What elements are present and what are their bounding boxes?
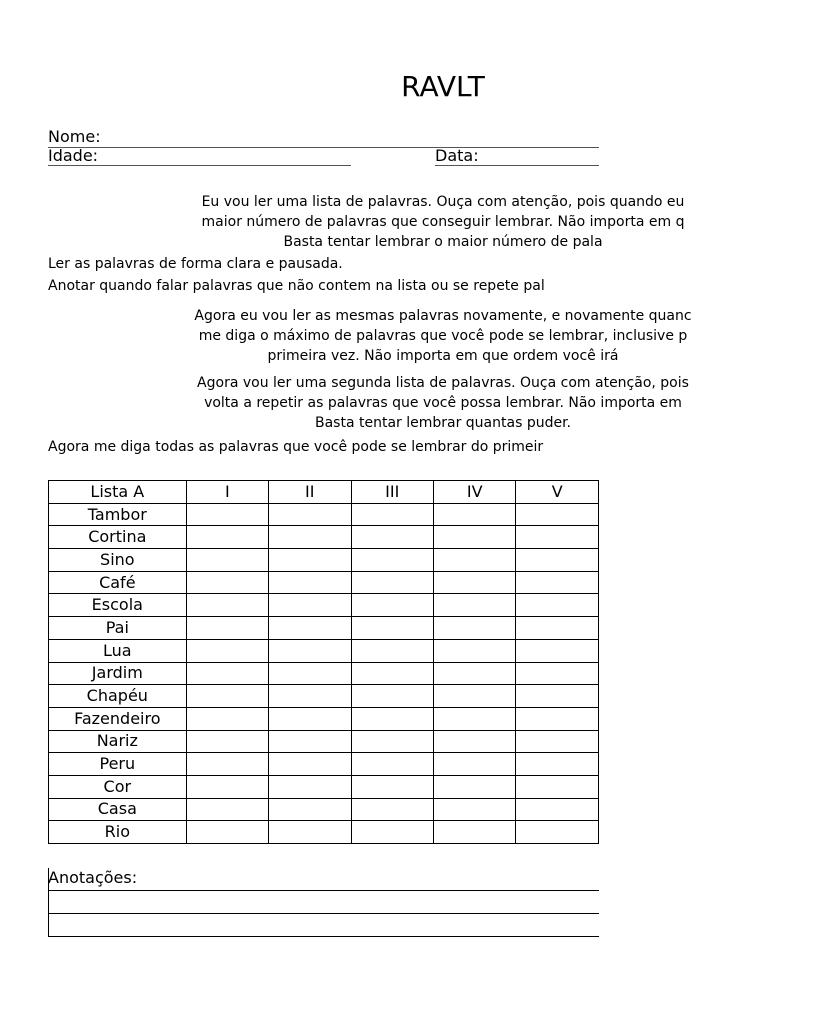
instruction-note-1: Ler as palavras de forma clara e pausada. xyxy=(48,256,343,272)
header-cell-trial-3: III xyxy=(351,481,433,504)
answer-cell[interactable] xyxy=(433,685,516,708)
answer-cell[interactable] xyxy=(269,798,351,821)
answer-cell[interactable] xyxy=(269,685,351,708)
instruction-paragraph-2 xyxy=(48,306,838,366)
word-cell: Jardim xyxy=(49,662,187,685)
answer-cell[interactable] xyxy=(269,617,351,640)
instruction-line: primeira vez. Não importa em que ordem você irá xyxy=(267,348,619,364)
table-row xyxy=(49,753,599,776)
answer-cell[interactable] xyxy=(269,503,351,526)
answer-cell[interactable] xyxy=(433,798,516,821)
page-title: RAVLT xyxy=(401,70,485,103)
table-row xyxy=(49,821,599,844)
answer-cell[interactable] xyxy=(433,821,516,844)
word-cell: Sino xyxy=(49,549,187,572)
answer-cell[interactable] xyxy=(269,753,351,776)
answer-cell[interactable] xyxy=(516,526,599,549)
instruction-line: Agora eu vou ler as mesmas palavras novamente, e novamente quanc xyxy=(194,308,692,324)
answer-cell[interactable] xyxy=(186,503,268,526)
data-label: Data: xyxy=(435,146,479,165)
instruction-line: maior número de palavras que conseguir lembrar. Não importa em q xyxy=(201,214,685,230)
header-cell-lista-a: Lista A xyxy=(49,481,187,504)
answer-cell[interactable] xyxy=(269,730,351,753)
answer-cell[interactable] xyxy=(269,775,351,798)
answer-cell[interactable] xyxy=(516,571,599,594)
answer-cell[interactable] xyxy=(186,571,268,594)
answer-cell[interactable] xyxy=(433,707,516,730)
header-cell-trial-2: II xyxy=(269,481,351,504)
idade-line xyxy=(48,165,351,166)
answer-cell[interactable] xyxy=(433,662,516,685)
table-row xyxy=(49,639,599,662)
header-cell-trial-4: IV xyxy=(433,481,516,504)
answer-cell[interactable] xyxy=(433,503,516,526)
instruction-line: Basta tentar lembrar o maior número de pala xyxy=(283,234,603,250)
answer-cell[interactable] xyxy=(351,549,433,572)
answer-cell[interactable] xyxy=(516,730,599,753)
idade-label: Idade: xyxy=(48,146,99,165)
table-row xyxy=(49,775,599,798)
answer-cell[interactable] xyxy=(433,549,516,572)
answer-cell[interactable] xyxy=(516,707,599,730)
table-row xyxy=(49,594,599,617)
answer-cell[interactable] xyxy=(269,707,351,730)
answer-cell[interactable] xyxy=(351,503,433,526)
answer-cell[interactable] xyxy=(351,730,433,753)
word-list-table xyxy=(48,480,599,844)
answer-cell[interactable] xyxy=(516,503,599,526)
word-cell: Cortina xyxy=(49,526,187,549)
answer-cell[interactable] xyxy=(186,662,268,685)
instruction-line: me diga o máximo de palavras que você pode se lembrar, inclusive p xyxy=(198,328,688,344)
answer-cell[interactable] xyxy=(433,753,516,776)
answer-cell[interactable] xyxy=(351,526,433,549)
word-cell: Cor xyxy=(49,775,187,798)
answer-cell[interactable] xyxy=(269,639,351,662)
answer-cell[interactable] xyxy=(351,662,433,685)
notes-line[interactable] xyxy=(48,890,599,891)
nome-line xyxy=(48,147,599,148)
answer-cell[interactable] xyxy=(433,775,516,798)
answer-cell[interactable] xyxy=(433,639,516,662)
answer-cell[interactable] xyxy=(516,662,599,685)
instruction-paragraph-3 xyxy=(48,373,838,433)
answer-cell[interactable] xyxy=(186,685,268,708)
answer-cell[interactable] xyxy=(186,821,268,844)
table-row xyxy=(49,503,599,526)
answer-cell[interactable] xyxy=(186,639,268,662)
answer-cell[interactable] xyxy=(433,617,516,640)
word-cell: Lua xyxy=(49,639,187,662)
answer-cell[interactable] xyxy=(186,707,268,730)
answer-cell[interactable] xyxy=(351,821,433,844)
answer-cell[interactable] xyxy=(516,685,599,708)
table-row xyxy=(49,685,599,708)
word-cell: Pai xyxy=(49,617,187,640)
word-cell: Nariz xyxy=(49,730,187,753)
answer-cell[interactable] xyxy=(269,662,351,685)
answer-cell[interactable] xyxy=(516,549,599,572)
notes-line[interactable] xyxy=(48,913,599,914)
form-sheet xyxy=(48,0,692,1024)
answer-cell[interactable] xyxy=(351,571,433,594)
answer-cell[interactable] xyxy=(433,526,516,549)
answer-cell[interactable] xyxy=(186,798,268,821)
instruction-paragraph-1 xyxy=(48,192,838,252)
answer-cell[interactable] xyxy=(351,775,433,798)
answer-cell[interactable] xyxy=(186,617,268,640)
answer-cell[interactable] xyxy=(269,526,351,549)
word-cell: Tambor xyxy=(49,503,187,526)
word-cell: Fazendeiro xyxy=(49,707,187,730)
table-header-row xyxy=(49,481,599,504)
instruction-line: Basta tentar lembrar quantas puder. xyxy=(314,415,572,431)
answer-cell[interactable] xyxy=(269,821,351,844)
answer-cell[interactable] xyxy=(516,753,599,776)
word-cell: Chapéu xyxy=(49,685,187,708)
table-row xyxy=(49,549,599,572)
answer-cell[interactable] xyxy=(351,798,433,821)
table-row xyxy=(49,798,599,821)
answer-cell[interactable] xyxy=(433,730,516,753)
table-row xyxy=(49,730,599,753)
answer-cell[interactable] xyxy=(186,594,268,617)
instruction-line: Agora vou ler uma segunda lista de palavras. Ouça com atenção, pois xyxy=(197,375,689,391)
answer-cell[interactable] xyxy=(269,571,351,594)
answer-cell[interactable] xyxy=(351,639,433,662)
table-row xyxy=(49,662,599,685)
answer-cell[interactable] xyxy=(516,617,599,640)
answer-cell[interactable] xyxy=(269,549,351,572)
answer-cell[interactable] xyxy=(186,549,268,572)
notes-line[interactable] xyxy=(48,936,599,937)
word-cell: Casa xyxy=(49,798,187,821)
word-cell: Rio xyxy=(49,821,187,844)
answer-cell[interactable] xyxy=(433,571,516,594)
answer-cell[interactable] xyxy=(269,594,351,617)
answer-cell[interactable] xyxy=(433,594,516,617)
answer-cell[interactable] xyxy=(186,730,268,753)
answer-cell[interactable] xyxy=(516,775,599,798)
table-row xyxy=(49,571,599,594)
answer-cell[interactable] xyxy=(186,753,268,776)
data-line xyxy=(435,165,599,166)
instruction-note-3: Agora me diga todas as palavras que você pode se lembrar do primeir xyxy=(48,439,544,455)
answer-cell[interactable] xyxy=(516,594,599,617)
answer-cell[interactable] xyxy=(351,617,433,640)
word-cell: Café xyxy=(49,571,187,594)
answer-cell[interactable] xyxy=(351,685,433,708)
word-cell: Peru xyxy=(49,753,187,776)
answer-cell[interactable] xyxy=(186,526,268,549)
answer-cell[interactable] xyxy=(516,821,599,844)
instruction-note-2: Anotar quando falar palavras que não contem na lista ou se repete pal xyxy=(48,278,545,294)
table-row xyxy=(49,707,599,730)
answer-cell[interactable] xyxy=(351,707,433,730)
answer-cell[interactable] xyxy=(186,775,268,798)
table-row xyxy=(49,526,599,549)
instruction-line: Eu vou ler uma lista de palavras. Ouça com atenção, pois quando eu xyxy=(201,194,685,210)
word-cell: Escola xyxy=(49,594,187,617)
instruction-line: volta a repetir as palavras que você possa lembrar. Não importa em xyxy=(204,395,682,411)
nome-label: Nome: xyxy=(48,127,101,146)
answer-cell[interactable] xyxy=(351,753,433,776)
notes-label: Anotações: xyxy=(48,868,138,887)
answer-cell[interactable] xyxy=(516,639,599,662)
table-row xyxy=(49,617,599,640)
header-cell-trial-1: I xyxy=(186,481,268,504)
answer-cell[interactable] xyxy=(516,798,599,821)
answer-cell[interactable] xyxy=(351,594,433,617)
header-cell-trial-5: V xyxy=(516,481,599,504)
